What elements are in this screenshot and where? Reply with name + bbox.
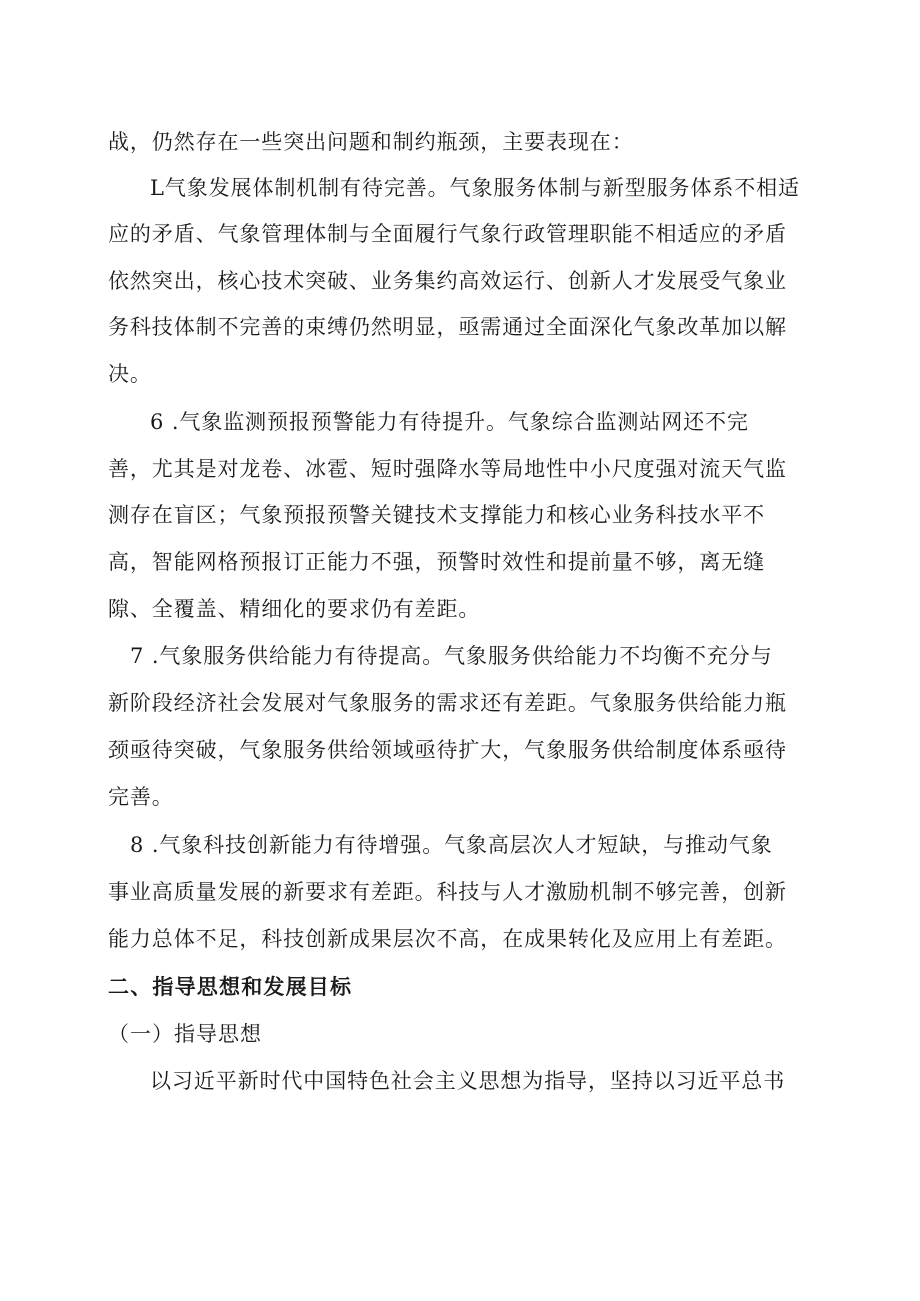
section-heading: 二、指导思想和发展目标	[108, 975, 353, 999]
text-line: 以习近平新时代中国特色社会主义思想为指导，坚持以习近平总书	[150, 1069, 786, 1093]
text-line: 善，尤其是对龙卷、冰雹、短时强降水等局地性中小尺度强对流天气监	[108, 457, 787, 481]
text-line: 完善。	[108, 785, 174, 809]
text-line: 决。	[108, 362, 152, 386]
text-line-item-6-start: 6 .气象监测预报预警能力有待提升。气象综合监测站网还不完	[150, 410, 749, 434]
text-line: 颈亟待突破，气象服务供给领域亟待扩大，气象服务供给制度体系亟待	[108, 738, 787, 762]
subsection-heading: （一）指导思想	[108, 1022, 262, 1046]
text-line-intro: 战，仍然存在一些突出问题和制约瓶颈，主要表现在：	[108, 130, 634, 154]
text-line-item-1-start: L气象发展体制机制有待完善。气象服务体制与新型服务体系不相适	[150, 176, 800, 200]
text-line: 依然突出，核心技术突破、业务集约高效运行、创新人才发展受气象业	[108, 269, 787, 293]
text-line-item-7-start: 7 .气象服务供给能力有待提高。气象服务供给能力不均衡不充分与	[130, 644, 773, 668]
text-line: 能力总体不足，科技创新成果层次不高，在成果转化及应用上有差距。	[108, 927, 787, 951]
text-line: 隙、全覆盖、精细化的要求仍有差距。	[108, 597, 481, 621]
text-line: 事业高质量发展的新要求有差距。科技与人才激励机制不够完善，创新	[108, 880, 787, 904]
text-line: 务科技体制不完善的束缚仍然明显，亟需通过全面深化气象改革加以解	[108, 315, 787, 339]
text-line-item-8-start: 8 .气象科技创新能力有待增强。气象高层次人才短缺，与推动气象	[130, 833, 773, 857]
text-line: 应的矛盾、气象管理体制与全面履行气象行政管理职能不相适应的矛盾	[108, 222, 787, 246]
text-line: 测存在盲区；气象预报预警关键技术支撑能力和核心业务科技水平不	[108, 503, 765, 527]
text-line: 新阶段经济社会发展对气象服务的需求还有差距。气象服务供给能力瓶	[108, 691, 787, 715]
text-line: 高，智能网格预报订正能力不强，预警时效性和提前量不够，离无缝	[108, 550, 765, 574]
